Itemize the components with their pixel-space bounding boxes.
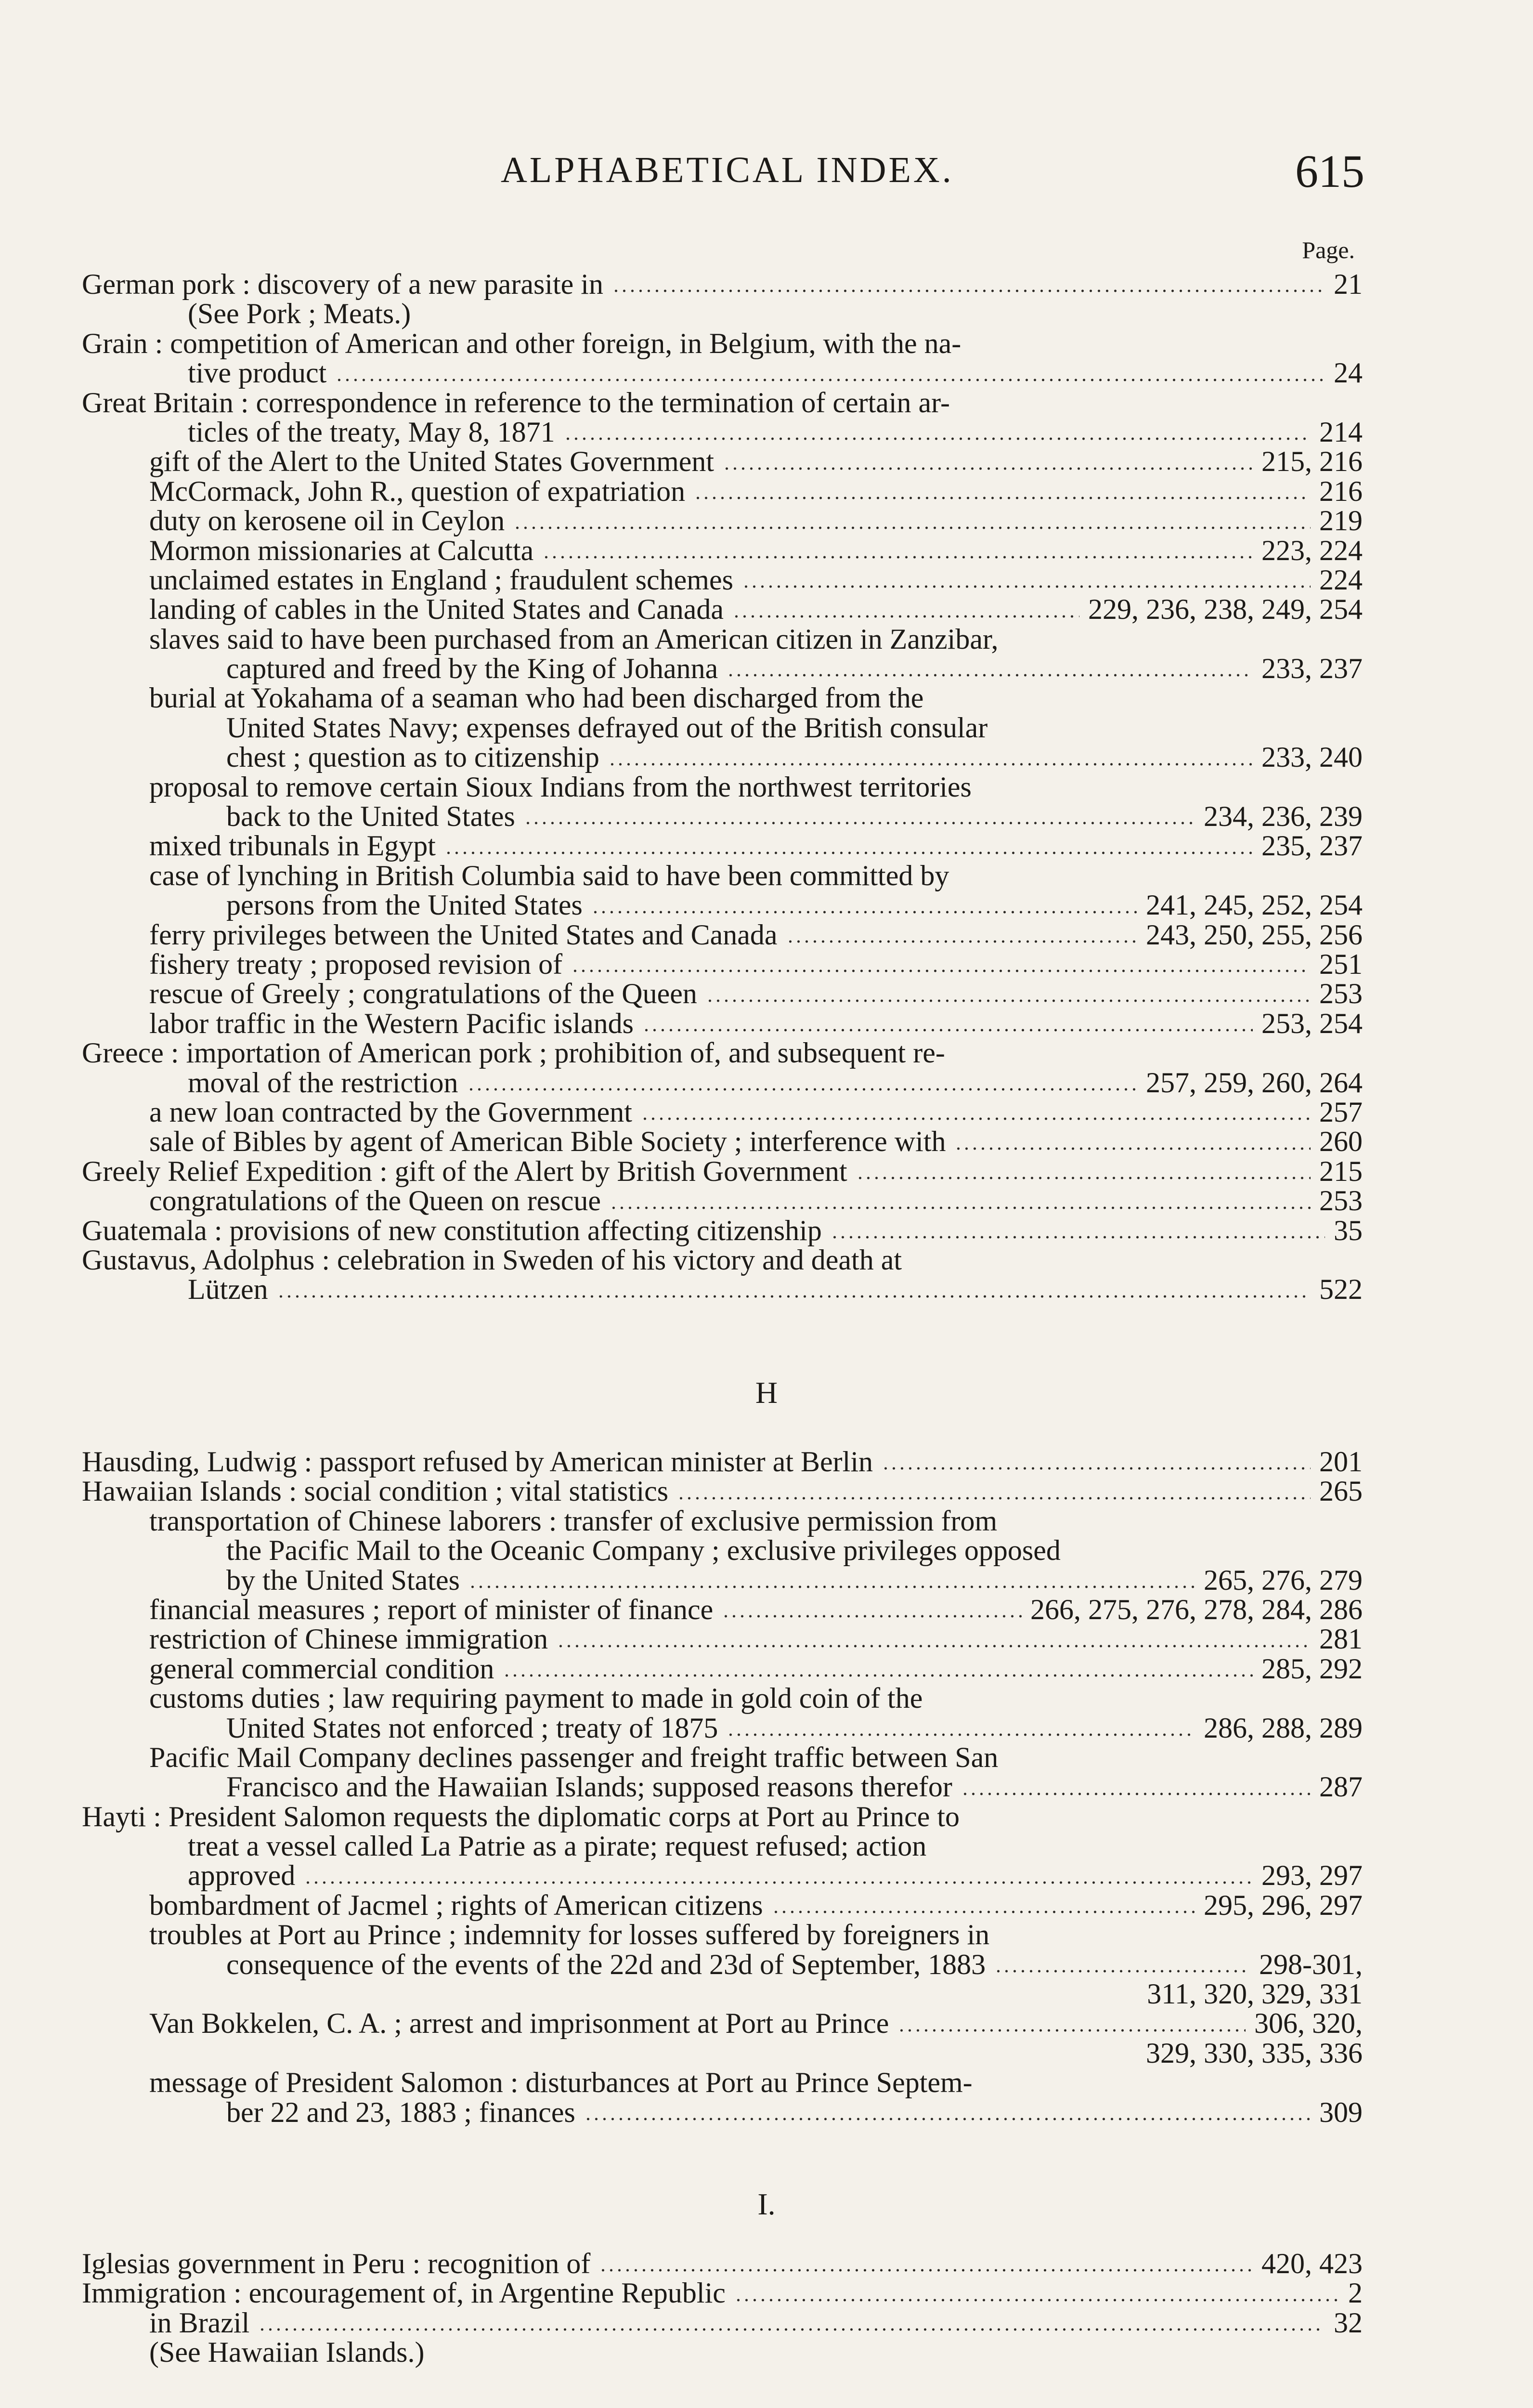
entry-text: back to the United States bbox=[226, 800, 515, 833]
page-reference: 201 bbox=[1319, 1446, 1363, 1478]
entry-text: fishery treaty ; proposed revision of bbox=[149, 948, 563, 980]
entry-text: labor traffic in the Western Pacific islands bbox=[149, 1007, 634, 1039]
page-number: 615 bbox=[1295, 145, 1364, 197]
entry-text: mixed tribunals in Egypt bbox=[149, 830, 436, 862]
index-line bbox=[82, 2098, 1363, 2127]
leader-dots bbox=[524, 822, 1195, 824]
leader-dots bbox=[882, 1467, 1311, 1470]
index-line bbox=[82, 388, 1363, 418]
index-line bbox=[82, 1157, 1363, 1186]
index-line bbox=[82, 2249, 1363, 2278]
page-reference: 285, 292 bbox=[1261, 1652, 1363, 1685]
index-line bbox=[82, 2338, 1363, 2367]
entry-text: Pacific Mail Company declines passenger and freight traffic between San bbox=[149, 1741, 999, 1773]
entry-text: Francisco and the Hawaiian Islands; supposed reasons therefor bbox=[226, 1771, 952, 1803]
index-line bbox=[82, 1861, 1363, 1890]
index-line bbox=[82, 2039, 1363, 2068]
entry-text: (See Hawaiian Islands.) bbox=[149, 2336, 425, 2369]
leader-dots bbox=[727, 1733, 1195, 1736]
page-reference: 24 bbox=[1334, 357, 1363, 389]
page-reference: 522 bbox=[1319, 1273, 1363, 1306]
page-reference: 281 bbox=[1319, 1623, 1363, 1655]
leader-dots bbox=[277, 1295, 1311, 1298]
page-reference: 32 bbox=[1334, 2306, 1363, 2339]
index-line bbox=[82, 299, 1363, 328]
entry-text: burial at Yokahama of a seaman who had been discharged from the bbox=[149, 682, 924, 714]
index-line bbox=[82, 1595, 1363, 1624]
leader-dots bbox=[994, 1970, 1250, 1973]
entry-text: proposal to remove certain Sioux Indians from the northwest territories bbox=[149, 771, 972, 803]
page-reference: 306, 320, bbox=[1254, 2007, 1363, 2040]
index-line bbox=[82, 506, 1363, 536]
entry-text: Mormon missionaries at Calcutta bbox=[149, 534, 534, 566]
leader-dots bbox=[591, 911, 1137, 914]
leader-dots bbox=[610, 1206, 1311, 1209]
entry-text: Great Britain : correspondence in reference to the termination of certain ar- bbox=[82, 386, 950, 419]
page-reference: 420, 423 bbox=[1261, 2248, 1363, 2279]
leader-dots bbox=[258, 2328, 1325, 2331]
page-reference: 251 bbox=[1319, 948, 1363, 980]
index-line bbox=[82, 743, 1363, 772]
page-reference: 260 bbox=[1319, 1125, 1363, 1158]
page-reference: 241, 245, 252, 254 bbox=[1146, 889, 1363, 921]
entry-text: Grain : competition of American and other foreign, in Belgium, with the na- bbox=[82, 327, 961, 359]
page-reference: 293, 297 bbox=[1261, 1859, 1363, 1892]
index-line bbox=[82, 270, 1363, 299]
page-reference: 311, 320, 329, 331 bbox=[1147, 1978, 1363, 2010]
entry-text: (See Pork ; Meats.) bbox=[188, 298, 411, 330]
index-line bbox=[82, 625, 1363, 654]
section-heading-i: I. bbox=[757, 2187, 776, 2221]
page-reference: 219 bbox=[1319, 505, 1363, 537]
index-line bbox=[82, 329, 1363, 358]
entry-text: United States Navy; expenses defrayed out of the British consular bbox=[226, 711, 988, 744]
index-line bbox=[82, 1979, 1363, 2009]
entry-text: the Pacific Mail to the Oceanic Company ; exclusive privileges opposed bbox=[226, 1534, 1061, 1567]
entry-text: Guatemala : provisions of new constitution affecting citizenship bbox=[82, 1214, 822, 1246]
leader-dots bbox=[734, 2299, 1339, 2302]
entry-text: duty on kerosene oil in Ceylon bbox=[149, 505, 505, 537]
entry-text: restriction of Chinese immigration bbox=[149, 1623, 548, 1655]
entry-text: Greece : importation of American pork ; prohibition of, and subsequent re- bbox=[82, 1037, 945, 1069]
entry-text: troubles at Port au Prince ; indemnity for losses suffered by foreigners in bbox=[149, 1919, 990, 1951]
index-line bbox=[82, 802, 1363, 831]
leader-dots bbox=[444, 851, 1253, 854]
index-line bbox=[82, 2278, 1363, 2308]
page-header bbox=[0, 144, 1533, 197]
index-line bbox=[82, 1654, 1363, 1684]
index-line bbox=[82, 418, 1363, 447]
page-reference: 253, 254 bbox=[1261, 1007, 1363, 1039]
page-reference: 233, 237 bbox=[1261, 653, 1363, 685]
entry-text: a new loan contracted by the Government bbox=[149, 1096, 632, 1128]
leader-dots bbox=[954, 1147, 1311, 1150]
entry-text: ferry privileges between the United States and Canada bbox=[149, 918, 778, 951]
entry-text: McCormack, John R., question of expatriation bbox=[149, 475, 686, 507]
entry-text: treat a vessel called La Patrie as a pirate; request refused; action bbox=[188, 1830, 927, 1862]
index-line bbox=[82, 1127, 1363, 1156]
leader-dots bbox=[641, 1117, 1311, 1120]
entry-text: ticles of the treaty, May 8, 1871 bbox=[188, 416, 555, 448]
index-line bbox=[82, 1684, 1363, 1713]
entry-text: Hayti : President Salomon requests the diplomatic corps at Port au Prince to bbox=[82, 1800, 960, 1832]
index-line bbox=[82, 861, 1363, 890]
index-line bbox=[82, 1743, 1363, 1772]
entry-text: persons from the United States bbox=[226, 889, 583, 921]
leader-dots bbox=[742, 585, 1311, 588]
entry-text: approved bbox=[188, 1859, 296, 1892]
leader-dots bbox=[503, 1674, 1253, 1677]
page-reference: 243, 250, 255, 256 bbox=[1146, 918, 1363, 951]
index-line bbox=[82, 477, 1363, 506]
leader-dots bbox=[335, 379, 1325, 381]
page-reference: 265, 276, 279 bbox=[1204, 1564, 1363, 1596]
entry-text: Hausding, Ludwig : passport refused by American minister at Berlin bbox=[82, 1446, 873, 1478]
entry-text: Greely Relief Expedition : gift of the Alert by British Government bbox=[82, 1155, 847, 1187]
index-line bbox=[82, 1624, 1363, 1654]
entry-text: ber 22 and 23, 1883 ; finances bbox=[226, 2096, 575, 2128]
index-section-g bbox=[82, 270, 1363, 1305]
entry-text: rescue of Greely ; congratulations of the Queen bbox=[149, 978, 697, 1010]
index-line bbox=[82, 1950, 1363, 1979]
index-line bbox=[82, 890, 1363, 920]
page-reference: 253 bbox=[1319, 978, 1363, 1010]
entry-text: in Brazil bbox=[149, 2306, 250, 2339]
leader-dots bbox=[961, 1793, 1311, 1795]
page-reference: 224 bbox=[1319, 563, 1363, 596]
entry-text: landing of cables in the United States and Canada bbox=[149, 593, 724, 626]
index-line bbox=[82, 1447, 1363, 1477]
index-line bbox=[82, 1186, 1363, 1216]
page-reference: 215, 216 bbox=[1261, 445, 1363, 478]
index-line bbox=[82, 2068, 1363, 2097]
index-line bbox=[82, 950, 1363, 979]
page-reference: 235, 237 bbox=[1261, 830, 1363, 862]
page-reference: 287 bbox=[1319, 1771, 1363, 1803]
leader-dots bbox=[677, 1497, 1311, 1500]
index-line bbox=[82, 1038, 1363, 1068]
page-reference: 234, 236, 239 bbox=[1204, 800, 1363, 833]
entry-text: sale of Bibles by agent of American Bible Society ; interference with bbox=[149, 1125, 946, 1158]
index-line bbox=[82, 1275, 1363, 1304]
leader-dots bbox=[694, 497, 1311, 499]
index-line bbox=[82, 920, 1363, 950]
leader-dots bbox=[772, 1911, 1195, 1913]
page-reference: 298-301, bbox=[1259, 1948, 1363, 1980]
leader-dots bbox=[831, 1236, 1325, 1239]
page-reference: 21 bbox=[1334, 268, 1363, 300]
leader-dots bbox=[897, 2029, 1246, 2032]
leader-dots bbox=[599, 2269, 1253, 2272]
page-reference: 233, 240 bbox=[1261, 741, 1363, 773]
entry-text: general commercial condition bbox=[149, 1652, 494, 1685]
index-line bbox=[82, 1098, 1363, 1127]
entry-text: congratulations of the Queen on rescue bbox=[149, 1185, 601, 1217]
index-line bbox=[82, 1477, 1363, 1506]
entry-text: gift of the Alert to the United States Government bbox=[149, 445, 715, 478]
index-line bbox=[82, 1891, 1363, 1920]
page-reference: 214 bbox=[1319, 416, 1363, 448]
index-line bbox=[82, 536, 1363, 565]
entry-text: chest ; question as to citizenship bbox=[226, 741, 599, 773]
index-section-i bbox=[82, 2249, 1363, 2368]
index-line bbox=[82, 1506, 1363, 1536]
index-line bbox=[82, 1920, 1363, 1950]
leader-dots bbox=[612, 289, 1325, 292]
index-line bbox=[82, 1714, 1363, 1743]
leader-dots bbox=[856, 1177, 1311, 1179]
leader-dots bbox=[468, 1585, 1195, 1588]
entry-text: by the United States bbox=[226, 1564, 460, 1596]
entry-text: message of President Salomon : disturbances at Port au Prince Septem- bbox=[149, 2067, 973, 2099]
page-reference: 286, 288, 289 bbox=[1204, 1712, 1363, 1744]
page-reference: 216 bbox=[1319, 475, 1363, 507]
index-line bbox=[82, 683, 1363, 713]
leader-dots bbox=[706, 999, 1311, 1002]
leader-dots bbox=[786, 940, 1137, 943]
index-line bbox=[82, 1566, 1363, 1595]
entry-text: bombardment of Jacmel ; rights of American citizens bbox=[149, 1889, 763, 1921]
leader-dots bbox=[557, 1645, 1311, 1648]
entry-text: United States not enforced ; treaty of 1875 bbox=[226, 1712, 718, 1744]
page-reference: 309 bbox=[1319, 2096, 1363, 2128]
leader-dots bbox=[571, 969, 1311, 972]
leader-dots bbox=[542, 556, 1253, 559]
leader-dots bbox=[722, 1615, 1022, 1618]
index-line bbox=[82, 2009, 1363, 2038]
leader-dots bbox=[564, 437, 1311, 440]
page-reference: 257 bbox=[1319, 1096, 1363, 1128]
leader-dots bbox=[727, 674, 1253, 677]
page-reference: 229, 236, 238, 249, 254 bbox=[1088, 593, 1363, 626]
index-line bbox=[82, 358, 1363, 388]
entry-text: German pork : discovery of a new parasite in bbox=[82, 268, 603, 300]
leader-dots bbox=[304, 1881, 1253, 1884]
index-line bbox=[82, 654, 1363, 683]
entry-text: captured and freed by the King of Johanna bbox=[226, 653, 718, 685]
leader-dots bbox=[642, 1029, 1253, 1032]
leader-dots bbox=[723, 467, 1253, 470]
index-line bbox=[82, 2308, 1363, 2338]
index-line bbox=[82, 1009, 1363, 1038]
entry-text: case of lynching in British Columbia said to have been committed by bbox=[149, 859, 949, 891]
page-reference: 257, 259, 260, 264 bbox=[1146, 1066, 1363, 1099]
index-line bbox=[82, 1068, 1363, 1098]
page-reference: 329, 330, 335, 336 bbox=[1146, 2037, 1363, 2069]
section-heading-h: H bbox=[755, 1375, 778, 1410]
leader-dots bbox=[584, 2118, 1311, 2120]
index-line bbox=[82, 447, 1363, 476]
index-section-h bbox=[82, 1447, 1363, 2127]
entry-text: tive product bbox=[188, 357, 327, 389]
page-reference: 215 bbox=[1319, 1155, 1363, 1187]
entry-text: Hawaiian Islands : social condition ; vital statistics bbox=[82, 1475, 669, 1507]
leader-dots bbox=[608, 763, 1253, 766]
index-line bbox=[82, 831, 1363, 861]
page-reference: 223, 224 bbox=[1261, 534, 1363, 566]
index-line bbox=[82, 979, 1363, 1008]
leader-dots bbox=[732, 615, 1079, 618]
entry-text: Lützen bbox=[188, 1273, 268, 1306]
index-line bbox=[82, 1245, 1363, 1275]
page-reference: 35 bbox=[1334, 1214, 1363, 1246]
page-reference: 265 bbox=[1319, 1475, 1363, 1507]
page-column-label: Page. bbox=[1302, 236, 1355, 263]
entry-text: Gustavus, Adolphus : celebration in Sweden of his victory and death at bbox=[82, 1243, 902, 1276]
page-reference: 295, 296, 297 bbox=[1204, 1889, 1363, 1921]
entry-text: transportation of Chinese laborers : transfer of exclusive permission from bbox=[149, 1505, 998, 1537]
entry-text: consequence of the events of the 22d and 23d of September, 1883 bbox=[226, 1948, 986, 1980]
entry-text: slaves said to have been purchased from an American citizen in Zanzibar, bbox=[149, 623, 999, 655]
index-line bbox=[82, 772, 1363, 802]
index-line bbox=[82, 595, 1363, 624]
entry-text: customs duties ; law requiring payment to made in gold coin of the bbox=[149, 1682, 923, 1714]
index-line bbox=[82, 565, 1363, 595]
index-line bbox=[82, 1772, 1363, 1802]
index-line bbox=[82, 1832, 1363, 1861]
index-line bbox=[82, 713, 1363, 743]
index-line bbox=[82, 1536, 1363, 1565]
page-reference: 2 bbox=[1348, 2277, 1363, 2309]
leader-dots bbox=[513, 526, 1311, 529]
entry-text: Van Bokkelen, C. A. ; arrest and imprisonment at Port au Prince bbox=[149, 2007, 889, 2040]
index-line bbox=[82, 1802, 1363, 1832]
entry-text: Immigration : encouragement of, in Argentine Republic bbox=[82, 2277, 726, 2309]
index-line bbox=[82, 1216, 1363, 1245]
entry-text: unclaimed estates in England ; fraudulent schemes bbox=[149, 563, 733, 596]
running-head: ALPHABETICAL INDEX. bbox=[501, 150, 954, 190]
page-reference: 266, 275, 276, 278, 284, 286 bbox=[1030, 1593, 1363, 1625]
page-reference: 253 bbox=[1319, 1185, 1363, 1217]
entry-text: financial measures ; report of minister of finance bbox=[149, 1593, 714, 1625]
leader-dots bbox=[467, 1088, 1137, 1091]
entry-text: Iglesias government in Peru : recognition of bbox=[82, 2248, 591, 2279]
entry-text: moval of the restriction bbox=[188, 1066, 458, 1099]
